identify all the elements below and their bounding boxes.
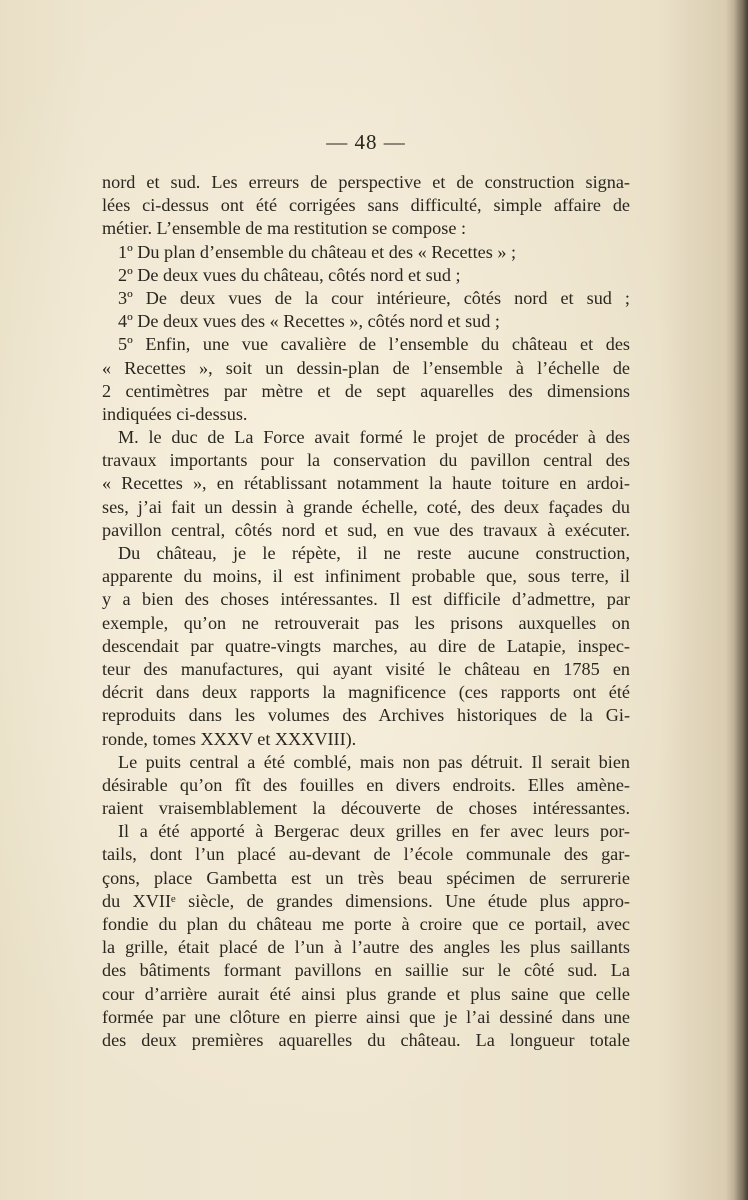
text-line: ronde, tomes XXXV et XXXVIII). [102,728,357,749]
text-line: raient vraisemblablement la découverte de choses intéressantes. [102,798,630,819]
text-line: teur des manufactures, qui ayant visité le château en 1785 en [102,658,630,679]
text-line: désirable qu’on fît des fouilles en divers endroits. Elles amène- [102,774,630,795]
text-line: des deux premières aquarelles du château. La longueur totale [102,1029,630,1050]
text-line: indiquées ci-dessus. [102,403,248,424]
paragraph-start: Du château, je le répète, il ne reste aucune construction, [118,543,630,563]
paragraph-start: Le puits central a été comblé, mais non pas détruit. Il serait bien [118,751,630,772]
page-number: — 48 — [326,130,406,154]
text-line: reproduits dans les volumes des Archives historiques de la Gi- [102,705,630,726]
text-line: nord et sud. Les erreurs de perspective et de construction signa- [102,172,630,192]
text-line: descendait par quatre-vingts marches, au dire de Latapie, inspec- [102,635,630,656]
text-line: exemple, qu’on ne retrouverait pas les prisons auxquelles on [102,612,630,633]
text-line: pavillon central, côtés nord et sud, en vue des travaux à exécuter. [102,519,630,540]
paragraph-start: M. le duc de La Force avait formé le projet de procéder à des [118,427,630,448]
list-item: 1º Du plan d’ensemble du château et des « Recettes » ; [118,241,517,262]
text-line: cour d’arrière aurait été ainsi plus grande et plus saine que celle [102,983,630,1004]
text-line: « Recettes », en rétablissant notamment la haute toiture en ardoi- [102,473,630,494]
body-text [102,171,630,1052]
page-edge-shadow [734,0,748,1200]
text-line: du XVIIᵉ siècle, de grandes dimensions. Une étude plus appro- [102,890,630,911]
text-line: lées ci-dessus ont été corrigées sans difficulté, simple affaire de [102,195,630,216]
text-line: apparente du moins, il est infiniment probable que, sous terre, il [102,566,630,587]
text-line: fondie du plan du château me porte à croire que ce portail, avec [102,914,630,934]
text-line: ses, j’ai fait un dessin à grande échelle, coté, des deux façades du [102,496,630,517]
list-item: 3º De deux vues de la cour intérieure, côtés nord et sud ; [118,287,630,308]
text-line: tails, dont l’un placé au-devant de l’école communale des gar- [102,844,630,865]
text-line: des bâtiments formant pavillons en saillie sur le côté sud. La [102,960,630,981]
list-item: 4º De deux vues des « Recettes », côtés nord et sud ; [118,311,500,332]
text-line: la grille, était placé de l’un à l’autre des angles les plus saillants [102,937,630,958]
paragraph-start: Il a été apporté à Bergerac deux grilles en fer avec leurs por- [118,821,630,842]
text-line: çons, place Gambetta est un très beau spécimen de serrurerie [102,867,630,888]
text-line: métier. L’ensemble de ma restitution se compose : [102,218,466,239]
text-line: « Recettes », soit un dessin-plan de l’ensemble à l’échelle de [102,357,630,378]
list-item: 5º Enfin, une vue cavalière de l’ensemble du château et des [118,334,630,355]
text-line: décrit dans deux rapports la magnificence (ces rapports ont été [102,682,630,703]
text-line: 2 centimètres par mètre et de sept aquarelles des dimensions [102,380,630,401]
text-line: formée par une clôture en pierre ainsi que je l’ai dessiné dans une [102,1006,630,1027]
list-item: 2º De deux vues du château, côtés nord et sud ; [118,264,461,285]
text-line: travaux importants pour la conservation du pavillon central des [102,450,630,471]
text-line: y a bien des choses intéressantes. Il est difficile d’admettre, par [102,589,630,610]
